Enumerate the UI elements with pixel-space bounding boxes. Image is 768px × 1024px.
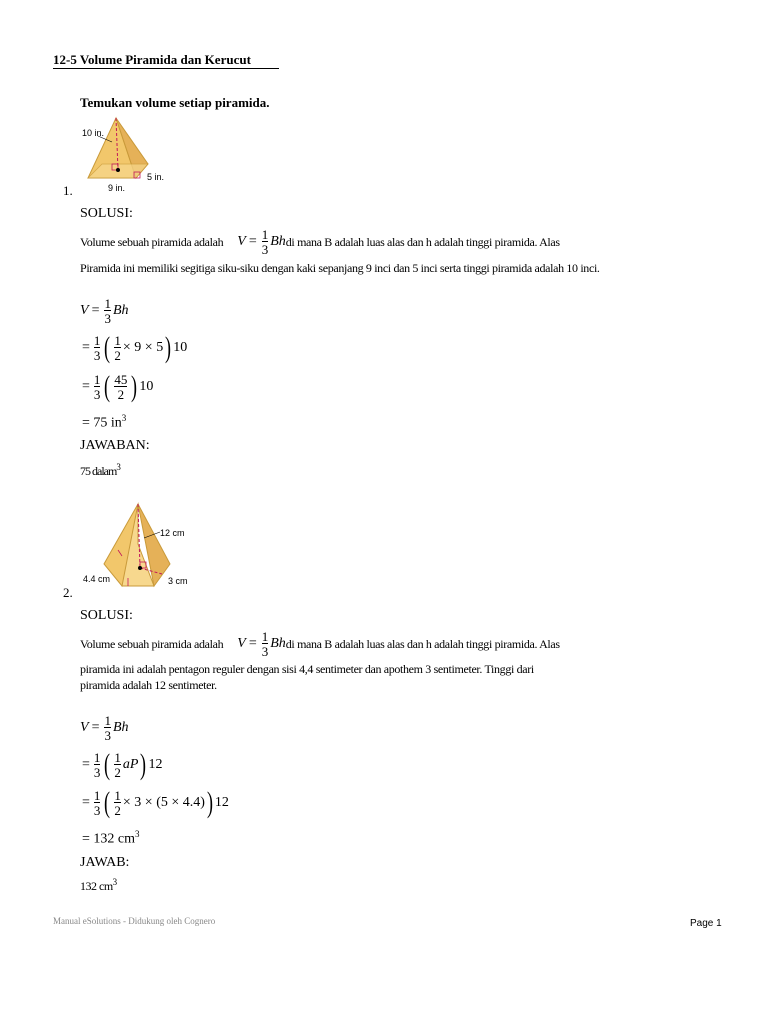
page-number: Page 1 <box>690 918 722 929</box>
title-underline <box>53 68 279 69</box>
problem-number: 2. <box>63 585 73 600</box>
description-line: piramida ini adalah pentagon reguler dengan sisi 4,4 sentimeter dan apothem 3 sentimeter. Tinggi dari <box>80 662 534 676</box>
step-3-after: 12 <box>214 795 229 810</box>
step-2-after: 12 <box>148 757 163 772</box>
formula-line: Volume sebuah piramida adalah V = $\frac{1}{3}$ Bh di mana B adalah luas alas dan h adalah tinggi piramida. Alas <box>80 629 560 659</box>
step-1: V = $\frac{1}{3}$ Bh <box>80 296 129 326</box>
answer-value <box>80 877 117 894</box>
step-2: = $\frac{1}{3}$ ( $\frac{1}{2}$ aP ) 12 <box>82 748 163 781</box>
solution-label: SOLUSI: <box>80 608 133 623</box>
step-1: V = $\frac{1}{3}$ Bh <box>80 713 129 743</box>
step-2-after: 10 <box>173 340 188 355</box>
solution-label: SOLUSI: <box>80 206 133 221</box>
fig2-side-label: 4.4 cm <box>83 574 111 584</box>
step-4 <box>82 829 140 848</box>
step-2: = $\frac{1}{3}$ ( $\frac{1}{2}$ × 9 × 5 ) 10 <box>82 331 188 364</box>
answer-label: JAWAB: <box>80 855 130 870</box>
step-3-after: 10 <box>139 379 154 394</box>
fig2-apothem-label: 3 cm <box>168 576 188 586</box>
answer-value <box>80 462 120 479</box>
answer-sup: 3 <box>112 877 117 887</box>
formula-line: Volume sebuah piramida adalah V = $\frac{1}{3}$ Bh di mana B adalah luas alas dan h adalah tinggi piramida. Alas <box>80 227 560 257</box>
step-3-inner: × 3 × (5 × 4.4) <box>122 795 205 810</box>
step-2-inner: aP <box>122 757 139 772</box>
answer-text: 75 dalam <box>80 464 117 478</box>
page-title: 12-5 Volume Piramida dan Kerucut <box>53 52 251 67</box>
formula-tail: di mana B adalah luas alas dan h adalah tinggi piramida. Alas <box>285 234 560 249</box>
step-2-inner: × 9 × 5 <box>122 340 164 355</box>
step-3: = $\frac{1}{3}$ ( $\frac{45}{2}$ ) 10 <box>82 370 154 403</box>
step-3: = $\frac{1}{3}$ ( $\frac{1}{2}$ × 3 × (5 × 4.4) ) 12 <box>82 786 229 819</box>
step-3-den: 2 <box>114 386 127 401</box>
step-4-result: = 75 in <box>82 415 122 431</box>
step-4-sup: 3 <box>135 829 140 839</box>
fig2-slant-label: 12 cm <box>160 528 185 538</box>
fraction-one-third: $\frac{1}{3}$ <box>261 227 269 257</box>
fig1-height-label: 10 in. <box>82 128 105 138</box>
problem-number: 1. <box>63 183 73 198</box>
fig1-width-label: 5 in. <box>147 172 165 182</box>
step-4-result: = 132 cm <box>82 831 135 847</box>
step-4 <box>82 413 126 432</box>
formula-intro: Volume sebuah piramida adalah <box>80 234 224 249</box>
step-4-sup: 3 <box>121 413 127 423</box>
answer-text: 132 cm <box>80 879 113 893</box>
description-line: Piramida ini memiliki segitiga siku-siku dengan kaki sepanjang 9 inci dan 5 inci serta tinggi piramida adalah 10 inci. <box>80 261 600 275</box>
footer-credit: Manual eSolutions - Didukung oleh Cognero <box>53 916 216 926</box>
formula-intro: Volume sebuah piramida adalah <box>80 636 224 651</box>
fig1-length-label: 9 in. <box>108 183 126 193</box>
formula-v: V <box>237 234 246 249</box>
formula-tail: di mana B adalah luas alas dan h adalah tinggi piramida. Alas <box>285 636 560 651</box>
answer-label: JAWABAN: <box>80 438 150 453</box>
answer-sup: 3 <box>116 462 120 472</box>
description-line-2: piramida adalah 12 sentimeter. <box>80 678 217 692</box>
instruction: Temukan volume setiap piramida. <box>80 95 270 110</box>
step-3-num: 45 <box>114 372 128 387</box>
